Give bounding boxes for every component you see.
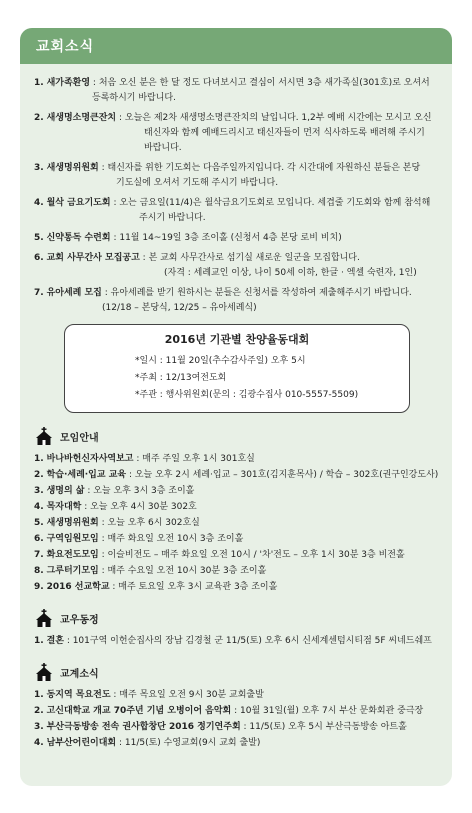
item-number: 7. xyxy=(34,288,44,298)
member-news-list xyxy=(34,633,442,649)
section-title: 모임안내 xyxy=(60,432,99,444)
item-text: 등록하시기 바랍니다. xyxy=(92,93,176,103)
item-title: 새생명소명큰잔치 xyxy=(46,113,117,123)
church-icon xyxy=(34,663,54,681)
meetings-list xyxy=(34,451,442,595)
item-text: (12/18 – 본당식, 12/25 – 유아세례식) xyxy=(102,303,257,313)
list-item: 1. 결혼 : 101구역 이헌순집사의 장남 김경철 군 11/5(토) 오후 6시 신세계센텀시티점 5F 씨네드쉐프 xyxy=(34,636,432,646)
item-number: 2. xyxy=(34,113,44,123)
list-item: 6. 구역임원모임 : 매주 화요일 오전 10시 3층 조이홀 xyxy=(34,534,244,544)
news-item: 1. 새가족환영 : 처음 오신 분은 한 달 정도 다녀보시고 결심이 서시면 3층 새가족실(301호)로 오셔서 등록하시기 바랍니다. xyxy=(34,76,442,106)
list-item: 9. 2016 선교학교 : 매주 토요일 오후 3시 교육관 3층 조이홀 xyxy=(34,582,278,592)
item-text: 본 교회 사무간사로 섬기실 새로운 일군을 모집합니다. xyxy=(148,253,360,263)
item-title: 교회 사무간사 모집공고 xyxy=(46,253,140,263)
item-text: 주시기 바랍니다. xyxy=(139,213,206,223)
item-title: 신약통독 수련회 xyxy=(46,233,111,243)
event-date: *일시 : 11월 20일(추수감사주일) 오후 5시 xyxy=(135,356,306,366)
item-text: 바랍니다. xyxy=(144,143,182,153)
item-text: 오는 금요일(11/4)은 월삭금요기도회로 모입니다. 세겹줄 기도회와 함께 참석해 xyxy=(119,198,431,208)
item-text: 오늘은 제2차 새생명소명큰잔치의 날입니다. 1,2부 예배 시간에는 모시고 오신 xyxy=(124,113,432,123)
meetings-heading xyxy=(34,427,442,445)
church-icon xyxy=(34,609,54,627)
church-news-card xyxy=(20,28,452,786)
news-item: 7. 유아세례 모집 : 유아세례를 받기 원하시는 분들은 신청서를 작성하여 제출해주시기 바랍니다. (12/18 – 본당식, 12/25 – 유아세례식) xyxy=(34,286,442,316)
item-text: 태신자를 위한 기도회는 다음주일까지입니다. 각 시간대에 자원하신 분들은 본당 xyxy=(107,163,421,173)
list-item: 3. 부산극동방송 전속 권사합창단 2016 정기연주회 : 11/5(토) 오후 5시 부산극동방송 아트홀 xyxy=(34,722,407,732)
news-content xyxy=(20,64,452,751)
list-item: 1. 바나바헌신자사역보고 : 매주 주일 오후 1시 301호실 xyxy=(34,454,255,464)
news-item: 4. 월삭 금요기도회 : 오는 금요일(11/4)은 월삭금요기도회로 모입니다. 세겹줄 기도회와 함께 참석해 주시기 바랍니다. xyxy=(34,196,442,226)
list-item: 3. 생명의 삶 : 오늘 오후 3시 3층 조이홀 xyxy=(34,486,195,496)
item-number: 3. xyxy=(34,163,44,173)
item-title: 유아세례 모집 xyxy=(46,288,102,298)
list-item: 4. 목자대학 : 오늘 오후 4시 30분 302호 xyxy=(34,502,197,512)
member-news-heading xyxy=(34,609,442,627)
section-title: 교계소식 xyxy=(60,668,99,680)
partner-news-list xyxy=(34,687,442,751)
news-item: 6. 교회 사무간사 모집공고 : 본 교회 사무간사로 섬기실 새로운 일군을 모집합니다. (자격 : 세례교인 이상, 나이 50세 이하, 한글 · 엑셀 숙련자, 1인) xyxy=(34,251,442,281)
item-number: 6. xyxy=(34,253,44,263)
event-host: *주최 : 12/13여전도회 xyxy=(135,373,227,383)
event-organizer: *주관 : 행사위원회(문의 : 김광수집사 010-5557-5509) xyxy=(135,390,359,400)
item-number: 1. xyxy=(34,78,44,88)
item-title: 월삭 금요기도회 xyxy=(46,198,111,208)
list-item: 7. 화요전도모임 : 이슬비전도 – 매주 화요일 오전 10시 / '차'전도 – 오후 1시 30분 3층 비전홀 xyxy=(34,550,405,560)
item-number: 4. xyxy=(34,198,44,208)
item-text: 11월 14~19일 3층 조이홀 (신청서 4층 본당 로비 비치) xyxy=(119,233,342,243)
page-title: 교회소식 xyxy=(36,39,95,55)
list-item: 2. 학습·세례·입교 교육 : 오늘 오후 2시 세례·입교 – 301호(김지훈목사) / 학습 – 302호(권구인강도사) xyxy=(34,470,439,480)
item-text: (자격 : 세례교인 이상, 나이 50세 이하, 한글 · 엑셀 숙련자, 1인) xyxy=(164,268,417,278)
item-text: 유아세례를 받기 원하시는 분들은 신청서를 작성하여 제출해주시기 바랍니다. xyxy=(110,288,412,298)
item-text: 태신자와 함께 예배드리시고 태신자들이 먼저 식사하도록 배려해 주시기 xyxy=(144,128,425,138)
item-text: 처음 오신 분은 한 달 정도 다녀보시고 결심이 서시면 3층 새가족실(301호)로 오셔서 xyxy=(98,78,430,88)
partner-news-heading xyxy=(34,663,442,681)
card-header xyxy=(20,28,452,64)
item-title: 새가족환영 xyxy=(46,78,91,88)
list-item: 4. 남부산어린이대회 : 11/5(토) 수영교회(9시 교회 출발) xyxy=(34,738,261,748)
list-item: 1. 동지역 목요전도 : 매주 목요일 오전 9시 30분 교회출발 xyxy=(34,690,264,700)
section-title: 교우동정 xyxy=(60,614,99,626)
church-icon xyxy=(34,427,54,445)
item-number: 5. xyxy=(34,233,44,243)
event-box xyxy=(64,324,410,413)
list-item: 8. 그루터기모임 : 매주 수요일 오전 10시 30분 3층 조이홀 xyxy=(34,566,267,576)
news-item: 5. 신약통독 수련회 : 11월 14~19일 3층 조이홀 (신청서 4층 본당 로비 비치) xyxy=(34,233,342,243)
list-item: 2. 고신대학교 개교 70주년 기념 오병이어 음악회 : 10월 31일(월) 오후 7시 부산 문화회관 중극장 xyxy=(34,706,424,716)
item-text: 기도실에 오셔서 기도해 주시기 바랍니다. xyxy=(116,178,279,188)
event-title: 2016년 기관별 찬양율동대회 xyxy=(164,333,310,346)
list-item: 5. 새생명위원회 : 오늘 오후 6시 302호실 xyxy=(34,518,200,528)
news-item: 2. 새생명소명큰잔치 : 오늘은 제2차 새생명소명큰잔치의 날입니다. 1,2부 예배 시간에는 모시고 오신 태신자와 함께 예배드리시고 태신자들이 먼저 식사하도록 배려해 주시기 바랍니다. xyxy=(34,111,442,156)
news-item: 3. 새생명위원회 : 태신자를 위한 기도회는 다음주일까지입니다. 각 시간대에 자원하신 분들은 본당 기도실에 오셔서 기도해 주시기 바랍니다. xyxy=(34,161,442,191)
item-title: 새생명위원회 xyxy=(46,163,99,173)
